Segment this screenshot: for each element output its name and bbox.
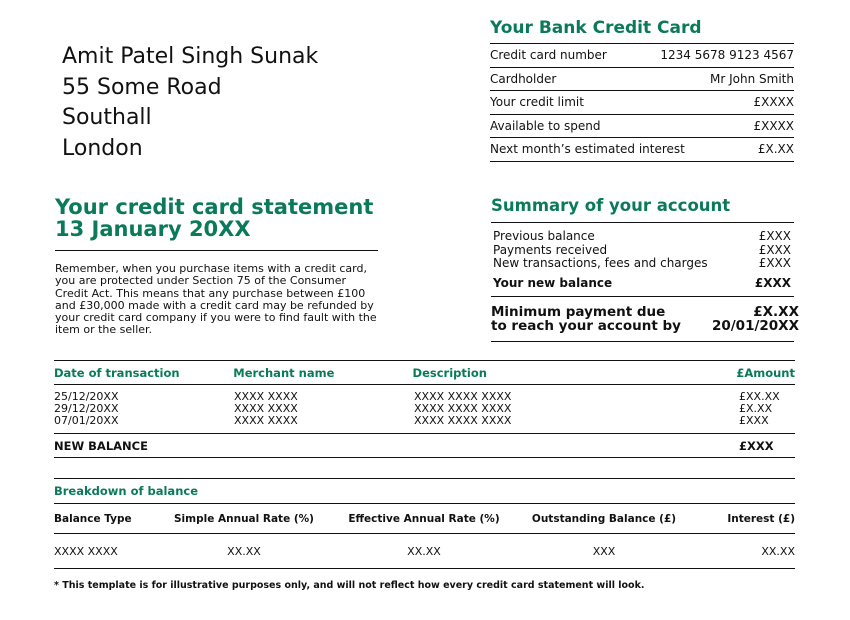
cell-balance-type: XXXX XXXX	[54, 544, 118, 558]
cell-amount: £X.XX	[739, 402, 773, 415]
min-payment-date-row	[491, 318, 799, 334]
card-row-label: Available to spend	[490, 118, 601, 133]
cell-effective-rate: XX.XX	[407, 544, 441, 558]
header-balance-type: Balance Type	[54, 512, 132, 525]
cell-date: 25/12/20XX	[54, 390, 119, 403]
min-payment-label: Minimum payment due	[491, 304, 666, 320]
card-row-label: Next month’s estimated interest	[490, 142, 685, 157]
summary-value: £XXX	[754, 275, 791, 290]
card-row-value: 1234 5678 9123 4567	[660, 48, 794, 63]
card-row-limit	[490, 90, 794, 114]
card-details	[490, 18, 794, 162]
minimum-payment	[491, 296, 799, 342]
card-row-value: £X.XX	[757, 142, 794, 157]
summary-label: Previous balance	[493, 229, 595, 243]
statement-date: 13 January 20XX	[55, 217, 251, 241]
cell-description: XXXX XXXX XXXX	[414, 390, 512, 403]
summary-row	[493, 257, 791, 271]
cell-date: 07/01/20XX	[54, 414, 119, 427]
summary-value: £XXX	[758, 242, 791, 257]
summary-value: £XXX	[758, 256, 791, 270]
breakdown-row	[54, 534, 795, 568]
account-summary	[491, 196, 799, 342]
cell-description: XXXX XXXX XXXX	[414, 414, 512, 427]
card-row-label: Your credit limit	[490, 95, 584, 110]
address-name: Amit Patel Singh Sunak	[62, 44, 319, 69]
header-simple-rate: Simple Annual Rate (%)	[174, 512, 314, 525]
recipient-address	[62, 42, 318, 164]
cell-description: XXXX XXXX XXXX	[414, 402, 512, 415]
summary-title: Summary of your account	[491, 196, 731, 215]
card-row-number	[490, 43, 794, 67]
footnote: * This template is for illustrative purposes only, and will not reflect how every credit card statement will look.	[54, 580, 645, 591]
summary-label: Your new balance	[493, 275, 613, 290]
header-date: Date of transaction	[54, 365, 180, 380]
card-row-label: Cardholder	[490, 71, 557, 86]
summary-box	[491, 222, 794, 290]
min-payment-amount: £X.XX	[753, 304, 799, 320]
header-outstanding: Outstanding Balance (£)	[531, 512, 677, 525]
card-row-available	[490, 114, 794, 138]
summary-label: New transactions, fees and charges	[493, 256, 708, 270]
summary-value: £XXX	[758, 229, 791, 243]
summary-new-balance	[493, 277, 791, 291]
section75-note: Remember, when you purchase items with a credit card, you are protected under Section 75 of the Consumer Credit Act. This means that any purchase between £100 and £30,000 made with a credit card may be refunded by your credit card company if you were to find fault with the item or the seller.	[55, 262, 377, 337]
header-merchant: Merchant name	[233, 365, 335, 380]
card-row-value: Mr John Smith	[710, 71, 794, 86]
new-balance-value: £XXX	[739, 438, 774, 453]
breakdown-header	[54, 504, 795, 533]
divider	[54, 568, 795, 569]
summary-row	[493, 230, 791, 244]
card-row-value: £XXXX	[753, 118, 794, 133]
new-balance-label: NEW BALANCE	[54, 438, 148, 453]
cell-amount: £XXX	[739, 414, 769, 427]
summary-label: Payments received	[493, 242, 608, 257]
card-table	[490, 43, 794, 162]
table-header	[54, 361, 795, 384]
card-row-value: £XXXX	[753, 95, 794, 110]
divider	[55, 250, 378, 251]
statement-title-line1: Your credit card statement	[55, 195, 374, 219]
statement-header	[55, 196, 378, 337]
cell-merchant: XXXX XXXX	[234, 414, 298, 427]
cell-merchant: XXXX XXXX	[234, 390, 298, 403]
new-balance-row	[54, 434, 795, 457]
address-city: London	[62, 135, 143, 161]
balance-breakdown	[54, 478, 795, 569]
header-description: Description	[412, 365, 487, 380]
statement-title	[55, 196, 378, 240]
address-street: 55 Some Road	[62, 74, 222, 100]
card-row-label: Credit card number	[490, 48, 607, 63]
divider	[54, 457, 795, 458]
cell-amount: £XX.XX	[739, 390, 780, 403]
summary-row	[493, 244, 791, 258]
min-payment-date-label: to reach your account by	[491, 318, 681, 334]
table-body	[54, 385, 795, 433]
cell-date: 29/12/20XX	[54, 402, 119, 415]
header-interest: Interest (£)	[727, 512, 795, 525]
card-title: Your Bank Credit Card	[490, 18, 702, 38]
min-payment-row	[491, 304, 799, 320]
address-area: Southall	[62, 105, 152, 130]
transactions-table	[54, 360, 795, 458]
cell-interest: XX.XX	[761, 544, 795, 558]
card-row-holder	[490, 67, 794, 91]
min-payment-date: 20/01/20XX	[711, 318, 799, 334]
cell-simple-rate: XX.XX	[227, 544, 261, 558]
card-row-interest	[490, 137, 794, 162]
header-effective-rate: Effective Annual Rate (%)	[348, 512, 500, 525]
cell-outstanding: XXX	[592, 544, 616, 558]
table-row	[54, 415, 795, 427]
breakdown-title: Breakdown of balance	[54, 484, 198, 498]
cell-merchant: XXXX XXXX	[234, 402, 298, 415]
header-amount: £Amount	[736, 365, 795, 380]
